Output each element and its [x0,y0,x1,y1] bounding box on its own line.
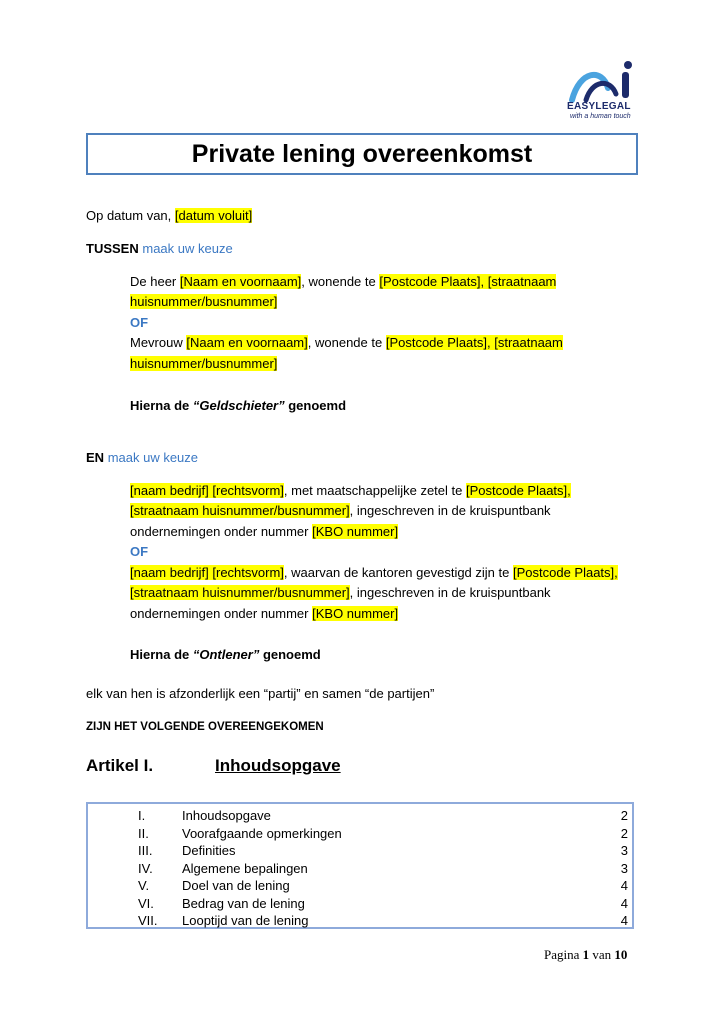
registered-text-2: , ingeschreven in de kruispuntbank [349,585,551,600]
toc-row[interactable] [88,860,632,878]
companies-text: ondernemingen onder nummer [130,524,313,539]
toc-row[interactable] [88,807,632,825]
toc-number: I. [138,808,146,823]
article-number: Artikel I. [86,756,154,775]
between-label: TUSSEN [86,241,139,256]
lender-name-field[interactable]: [Naam en voornaam] [179,274,302,289]
hereafter-prefix: Hierna de [130,398,193,413]
borrower-line-6 [130,604,398,625]
toc-page: 4 [620,913,628,928]
borrower-street-a-2[interactable]: [straatnaam [130,585,203,600]
borrower-postcode-field[interactable]: [Postcode Plaats], [465,483,571,498]
living-text: , wonende te [301,274,380,289]
document-title: Private lening overeenkomst [86,133,638,175]
borrower-hereafter [130,645,321,666]
page-footer [544,947,627,963]
registered-text: , ingeschreven in de kruispuntbank [349,503,551,518]
toc-page: 3 [620,843,628,858]
hereafter-prefix-2: Hierna de [130,647,193,662]
lender-mr-line [130,272,556,293]
toc-title: Bedrag van de lening [182,895,305,911]
toc-row[interactable] [88,842,632,860]
lender-postcode-field-2[interactable]: [Postcode Plaats], [straatnaam [385,335,563,350]
between-hint: maak uw keuze [142,241,233,256]
logo-name: EASYLEGAL [567,101,631,112]
lender-postcode-field[interactable]: [Postcode Plaats], [straatnaam [379,274,557,289]
borrower-kbo-field[interactable]: [KBO nummer] [312,524,399,539]
toc-row[interactable] [88,895,632,913]
and-line [86,448,198,469]
lender-or: OF [130,315,149,330]
date-prefix: Op datum van, [86,208,175,223]
companies-text-2: ondernemingen onder nummer [130,606,313,621]
lender-street-field-2[interactable]: huisnummer/busnummer] [130,356,278,371]
seat-text: , met maatschappelijke zetel te [283,483,466,498]
date-field[interactable]: [datum voluit] [174,208,253,223]
toc-page: 2 [620,808,628,823]
borrower-line-5 [130,583,551,604]
between-line [86,239,233,260]
parties-line: elk van hen is afzonderlijk een “partij” en samen “de partijen” [86,686,435,701]
borrower-company-field[interactable]: [naam bedrijf] [rechtsvorm] [130,483,284,498]
toc-page: 4 [620,878,628,893]
borrower-line-1 [130,481,571,502]
toc-title: Definities [182,843,236,858]
borrower-street-a[interactable]: [straatnaam [130,503,203,518]
living-text-2: , wonende te [307,335,386,350]
logo-tagline: with a human touch [570,113,631,120]
borrower-line-4 [130,563,618,584]
mrs-prefix: Mevrouw [130,335,187,350]
offices-text: , waarvan de kantoren gevestigd zijn te [283,565,513,580]
toc-title: Algemene bepalingen [182,860,308,876]
toc-number: VI. [138,895,154,911]
borrower-role: “Ontlener” [192,647,260,662]
toc-number: V. [138,878,150,893]
borrower-kbo-field-2[interactable]: [KBO nummer] [312,606,399,621]
borrower-line-2 [130,501,551,522]
toc-page: 3 [620,860,628,876]
mr-prefix: De heer [130,274,180,289]
table-of-contents [86,802,634,929]
footer-middle: van [589,947,615,962]
borrower-street-b[interactable]: huisnummer/busnummer] [202,503,350,518]
footer-current-page: 1 [582,947,590,962]
toc-title: Voorafgaande opmerkingen [182,825,342,841]
lender-mrs-line [130,333,563,354]
and-hint: maak uw keuze [107,450,199,465]
borrower-street-b-2[interactable]: huisnummer/busnummer] [202,585,350,600]
toc-row[interactable] [88,912,632,930]
date-line [86,206,252,227]
toc-number: VII. [138,913,158,928]
article-title: Inhoudsopgave [215,756,341,775]
hereafter-suffix: genoemd [284,398,347,413]
toc-title: Doel van de lening [182,878,290,893]
agreed-line: ZIJN HET VOLGENDE OVEREENGEKOMEN [86,721,324,733]
hereafter-suffix-2: genoemd [259,647,321,662]
footer-prefix: Pagina [544,947,583,962]
lender-name-field-2[interactable]: [Naam en voornaam] [186,335,308,350]
lender-street-field[interactable]: huisnummer/busnummer] [130,294,278,309]
toc-title: Inhoudsopgave [182,808,271,823]
toc-page: 2 [620,825,628,841]
toc-number: III. [138,843,153,858]
toc-title: Looptijd van de lening [182,913,309,928]
borrower-line-3 [130,522,398,543]
lender-hereafter [130,396,346,417]
toc-number: II. [138,825,149,841]
borrower-company-field-2[interactable]: [naam bedrijf] [rechtsvorm] [130,565,284,580]
lender-street-line [130,292,277,313]
toc-number: IV. [138,860,153,876]
lender-street-line-2 [130,354,277,375]
toc-row[interactable] [88,825,632,843]
toc-row[interactable] [88,877,632,895]
borrower-postcode-field-2[interactable]: [Postcode Plaats], [512,565,618,580]
footer-total-pages: 10 [614,947,628,962]
lender-role: “Geldschieter” [192,398,285,413]
borrower-or: OF [130,544,149,559]
and-label: EN [86,450,105,465]
toc-page: 4 [620,895,628,911]
